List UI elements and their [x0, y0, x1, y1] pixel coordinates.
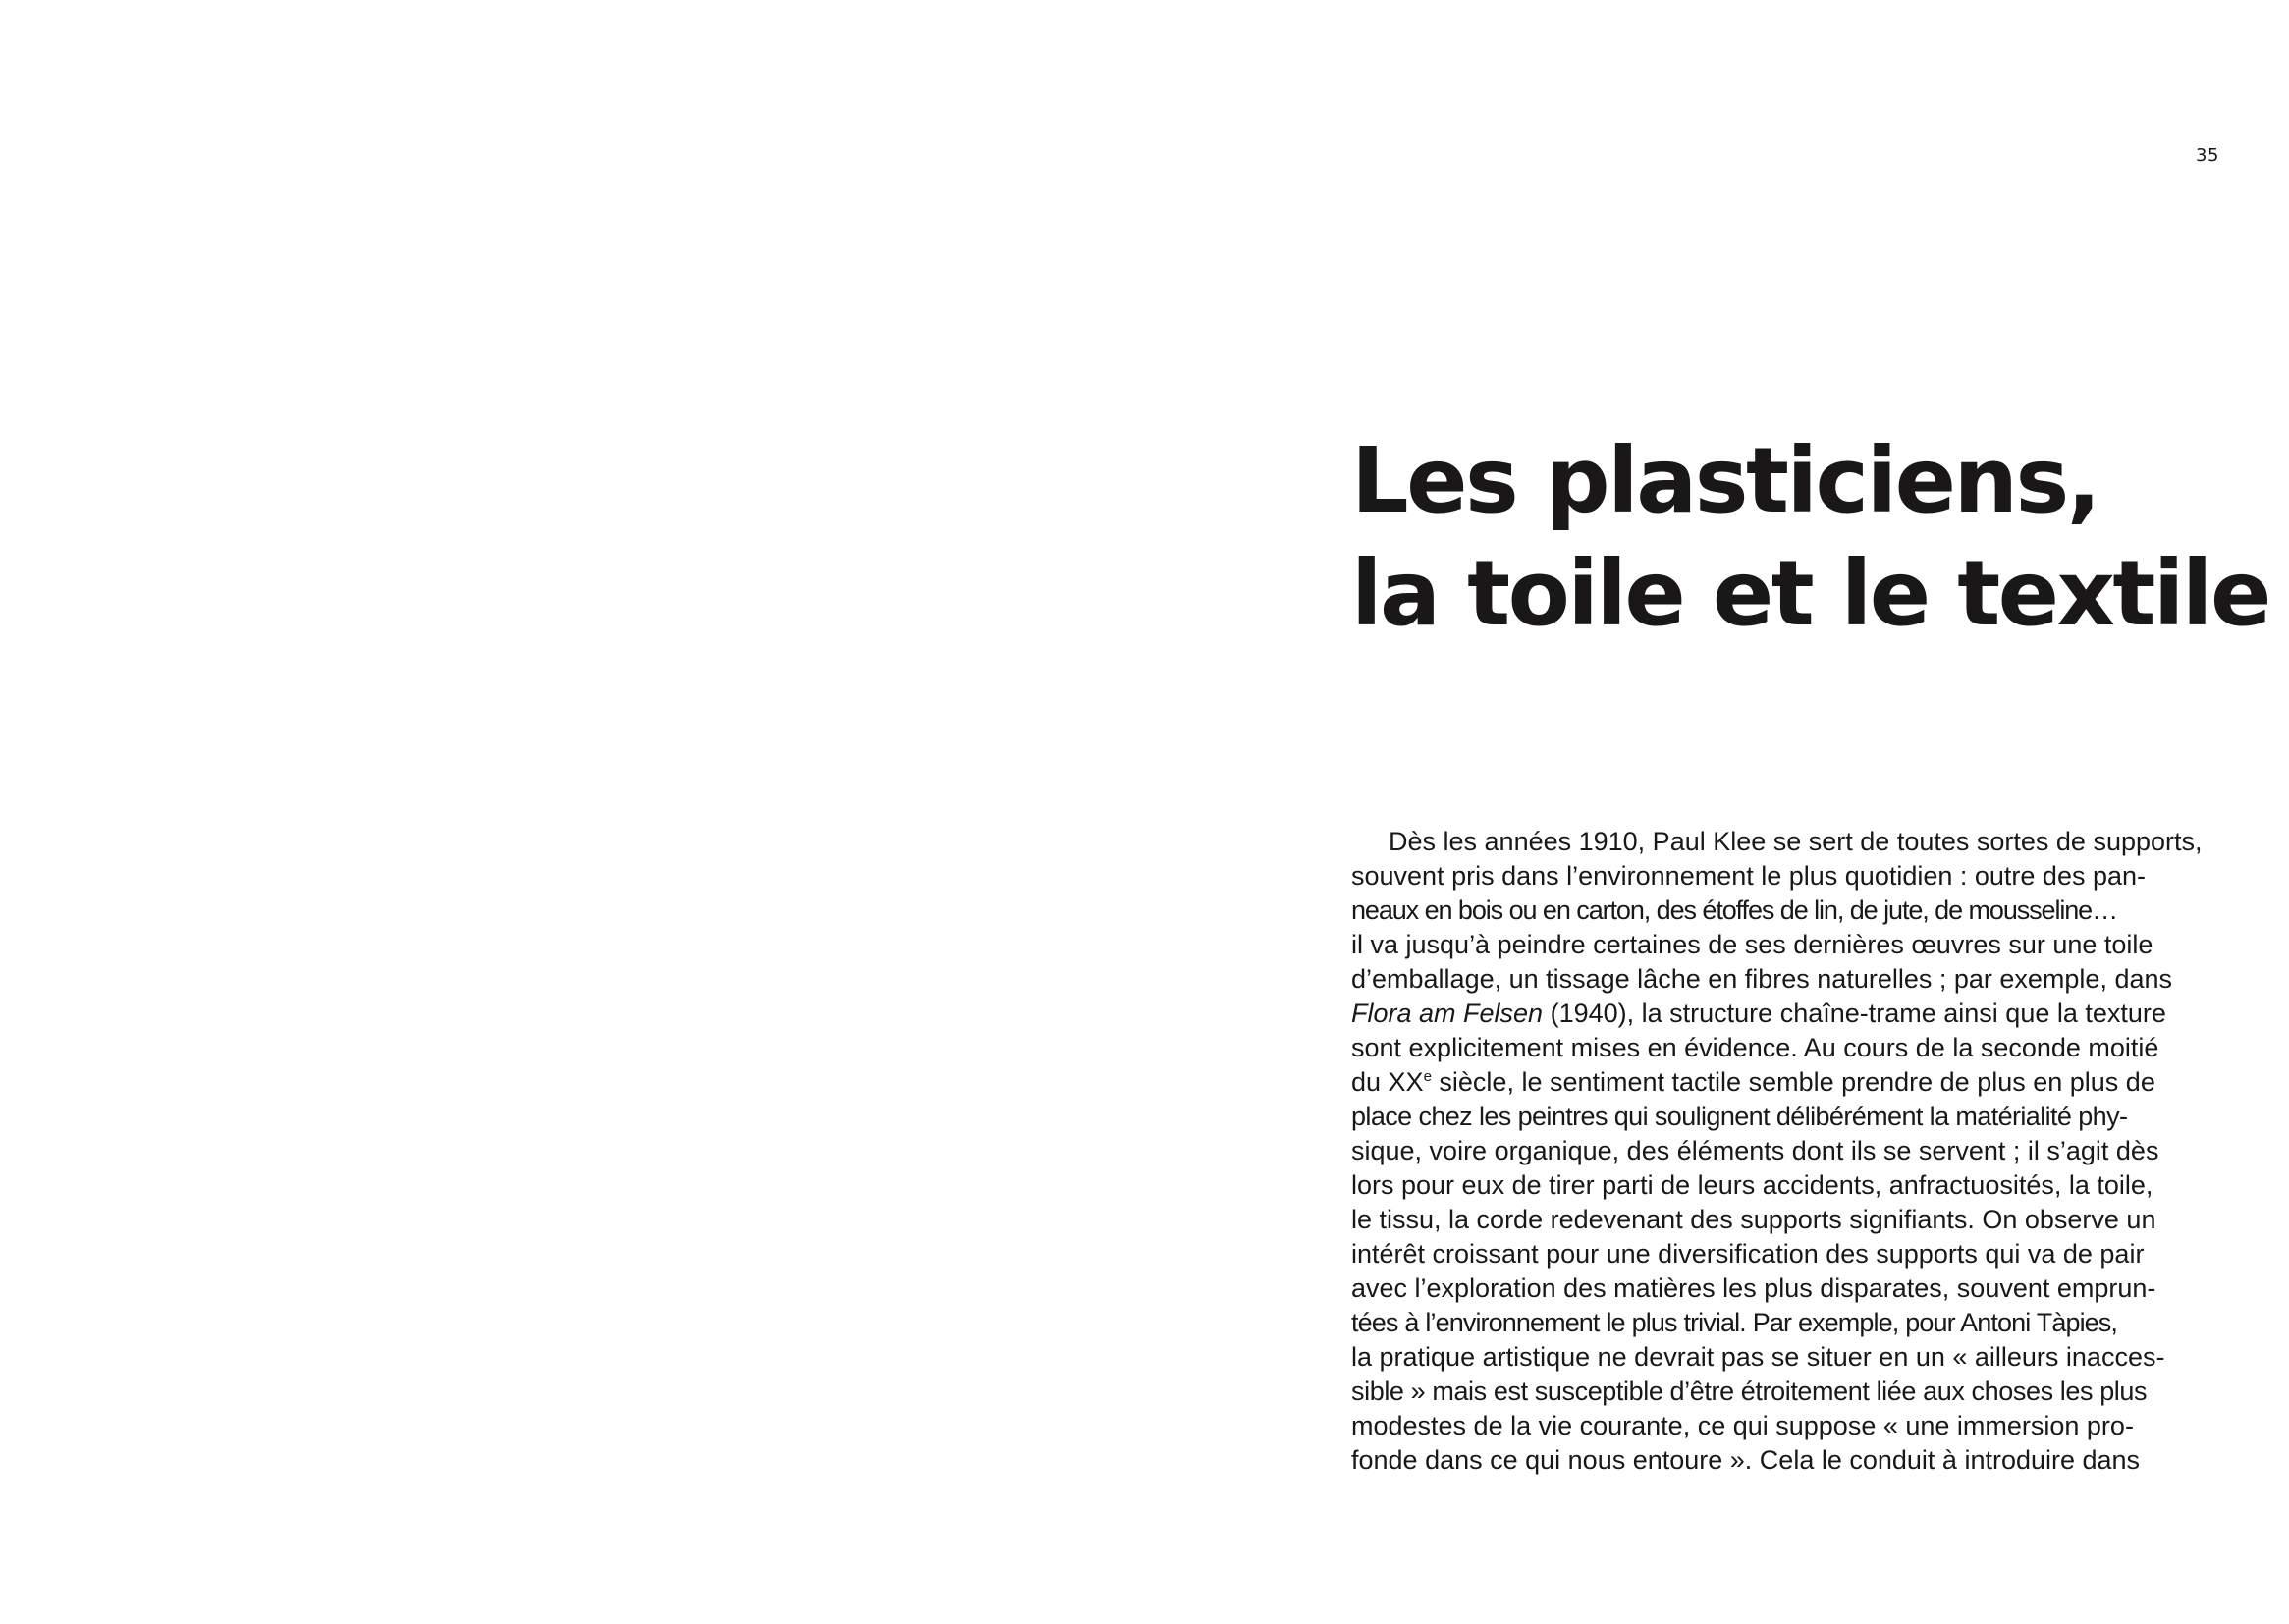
text-line: [1351, 997, 2166, 1031]
left-page-blank: [0, 0, 1144, 1624]
body-paragraph: [1351, 825, 2203, 1478]
text-line: sible » mais est susceptible d’être étroitement liée aux choses les plus: [1351, 1377, 2148, 1406]
chapter-title-line-1: Les plasticiens,: [1351, 428, 2099, 533]
text-line: il va jusqu’à peindre certaines de ses dernières œuvres sur une toile: [1351, 930, 2153, 959]
text-line: intérêt croissant pour une diversification des supports qui va de pair: [1351, 1239, 2145, 1269]
text-line: souvent pris dans l’environnement le plus quotidien : outre des pan-: [1351, 861, 2146, 891]
text-line: place chez les peintres qui soulignent délibérément la matérialité phy-: [1351, 1102, 2128, 1131]
text-line: tées à l’environnement le plus trivial. Par exemple, pour Antoni Tàpies,: [1351, 1308, 2117, 1337]
text-line: modestes de la vie courante, ce qui suppose « une immersion pro-: [1351, 1411, 2134, 1440]
century-prefix: du XX: [1351, 1067, 1424, 1097]
century-superscript: e: [1423, 1068, 1432, 1085]
text-line: fonde dans ce qui nous entoure ». Cela le conduit à introduire dans: [1351, 1445, 2141, 1475]
text-line-rest: (1940), la structure chaîne-trame ainsi que la texture: [1550, 999, 2166, 1028]
text-line: le tissu, la corde redevenant des supports signifiants. On observe un: [1351, 1205, 2156, 1234]
chapter-title: [1351, 424, 2269, 650]
text-line: avec l’exploration des matières les plus disparates, souvent emprun-: [1351, 1273, 2156, 1303]
text-line: neaux en bois ou en carton, des étoffes de lin, de jute, de mousseline…: [1351, 895, 2117, 925]
artwork-title: Flora am Felsen: [1351, 999, 1544, 1028]
page-number: 35: [2196, 145, 2219, 166]
text-line: Dès les années 1910, Paul Klee se sert de toutes sortes de supports,: [1389, 827, 2203, 856]
text-line-rest: siècle, le sentiment tactile semble prendre de plus en plus de: [1439, 1067, 2155, 1097]
text-line: sique, voire organique, des éléments dont ils se servent ; il s’agit dès: [1351, 1136, 2159, 1165]
text-line: la pratique artistique ne devrait pas se situer en un « ailleurs inacces-: [1351, 1342, 2165, 1372]
chapter-title-line-2: la toile et le textile: [1351, 541, 2269, 646]
text-line: lors pour eux de tirer parti de leurs accidents, anfractuosités, la toile,: [1351, 1170, 2153, 1200]
text-line: [1351, 1065, 2155, 1100]
text-line: sont explicitement mises en évidence. Au cours de la seconde moitié: [1351, 1033, 2159, 1062]
text-line: d’emballage, un tissage lâche en fibres naturelles ; par exemple, dans: [1351, 964, 2172, 994]
